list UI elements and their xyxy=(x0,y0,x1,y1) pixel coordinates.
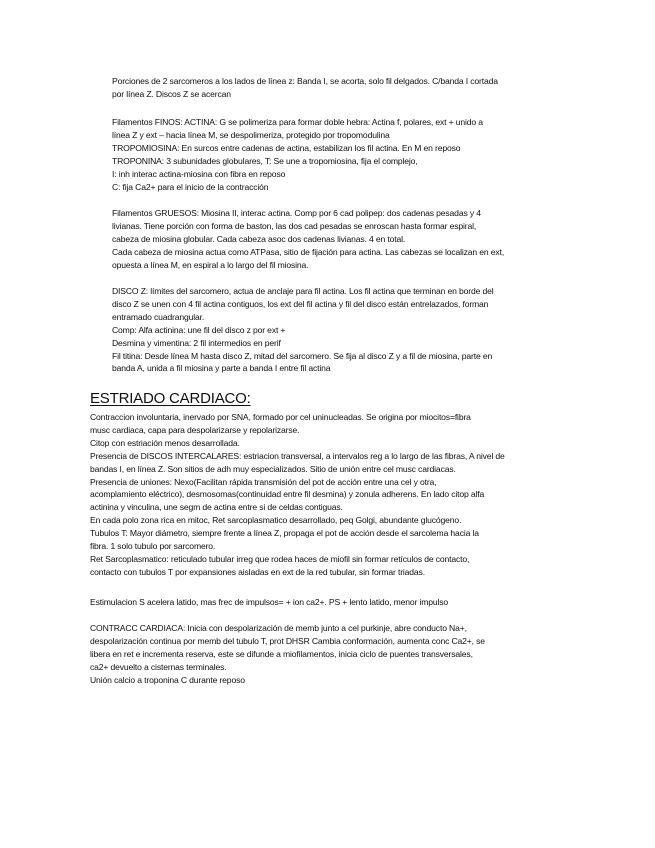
section-heading xyxy=(90,390,251,408)
text-line: Desmina y vimentina: 2 fil intermedios en perif xyxy=(112,337,281,348)
text-line: línea Z y ext – hacia línea M, se despolimeriza, protegido por tropomodulina xyxy=(112,129,390,140)
sarcomeros-paragraph xyxy=(112,75,498,101)
filamentos-finos-paragraph xyxy=(112,116,483,193)
text-line: Filamentos GRUESOS: Miosina II, interac actina. Comp por 6 cad polipep: dos cadenas pesadas y 4 xyxy=(112,208,481,218)
heading-text: ESTRIADO CARDIACO: xyxy=(90,390,251,407)
text-line: Fil titina: Desde línea M hasta disco Z, mitad del sarcomero. Se fija al disco Z y a fil de miosina, parte en xyxy=(112,350,493,361)
filamentos-gruesos-paragraph xyxy=(112,207,504,272)
estriado-cardiaco-paragraph xyxy=(90,411,505,579)
text-line: entramado cuadrangular. xyxy=(112,311,205,322)
text-line: Citop con estriación menos desarrollada. xyxy=(90,437,240,448)
text-line: bandas I, en línea Z. Son sitios de adh muy especializados. Sitio de unión entre cel musc cardiacas. xyxy=(90,463,456,474)
text-line: actinina y vinculina, une segm de actina entre si de celdas contiguas. xyxy=(90,502,343,513)
text-line: Cada cabeza de miosina actua como ATPasa, sitio de fijación para actina. Las cabezas se localizan en ext, xyxy=(112,246,505,257)
text-line: Comp: Alfa actinina: une fil del disco z por ext + xyxy=(112,324,286,335)
text-line: Unión calcio a troponina C durante reposo xyxy=(90,674,245,685)
text-line: Presencia de DISCOS INTERCALARES: estriacion transversal, a intervalos reg a lo largo de las fibras, A nivel de xyxy=(90,450,505,461)
text-line: TROPOMIOSINA: En surcos entre cadenas de actina, estabilizan los fil actina. En M en reposo xyxy=(112,142,461,153)
text-line: DISCO Z: límites del sarcomero, actua de anclaje para fil actina. Los fil actina que terminan en borde del xyxy=(112,286,494,296)
text-line: ca2+ devuelto a cisternas terminales. xyxy=(90,661,227,672)
text-line: acomplamiento eléctrico), desmosomas(continuidad entre fil desmina) y zonula adherens. En lado citop alfa xyxy=(90,489,485,500)
text-line: Presencia de uniones: Nexo(Facilitan rápida transmisión del pot de acción entre una cel y otra, xyxy=(90,476,437,487)
disco-z-paragraph xyxy=(112,285,494,375)
text-line: musc cardiaca, capa para despolarizarse y repolarizarse. xyxy=(90,424,300,435)
text-line: Estimulacion S acelera latido, mas frec de impulsos= + ion ca2+. PS + lento latido, menor impulso xyxy=(90,597,449,607)
text-line: C: fija Ca2+ para el inicio de la contracción xyxy=(112,181,269,192)
text-line: opuesta a línea M, en espiral a lo largo del fil miosina. xyxy=(112,259,309,270)
text-line: banda A, unida a fil miosina y parte a banda I entre fil actina xyxy=(112,363,331,374)
text-line: cabeza de miosina globular. Cada cabeza asoc dos cadenas livianas. 4 en total. xyxy=(112,233,406,244)
text-line: despolarización continua por memb del tubulo T, prot DHSR Cambia conformación, aumenta conc Ca2+, se xyxy=(90,635,485,646)
text-line: Tubulos T: Mayor diámetro, siempre frente a línea Z, propaga el pot de acción desde el sarcolema hacia la xyxy=(90,528,479,539)
estimulacion-paragraph xyxy=(90,596,448,609)
text-line: contacto con tubulos T por expansiones aisladas en ext de la red tubular, sin formar triadas. xyxy=(90,566,425,577)
text-line: fibra. 1 solo tubulo por sarcomero. xyxy=(90,541,216,552)
text-line: I: inh interac actina-miosina con fibra en reposo xyxy=(112,168,286,179)
text-line: Porciones de 2 sarcomeros a los lados de línea z: Banda I, se acorta, solo fil delgados. C/banda I cortada xyxy=(112,76,498,86)
text-line: disco Z se unen con 4 fil actina contiguos, los ext del fil actina y fil del disco están entrelazados, forman xyxy=(112,298,489,309)
text-line: Filamentos FINOS: ACTINA: G se polimeriza para formar doble hebra: Actina f, polares, ext + unido a xyxy=(112,117,483,127)
text-line: En cada polo zona rica en mitoc, Ret sarcoplasmatico desarrollado, peq Golgi, abundante glucógeno. xyxy=(90,515,462,526)
text-line: TROPONINA: 3 subunidades globulares, T: Se une a tropomiosina, fija el complejo, xyxy=(112,155,418,166)
text-line: Contraccion involuntaria, inervado por SNA, formado por cel uninucleadas. Se origina por miocitos=fibra xyxy=(90,412,471,422)
text-line: CONTRACC CARDIACA: Inicia con despolarización de memb junto a cel purkinje, abre conducto Na+, xyxy=(90,623,467,633)
text-line: por línea Z. Discos Z se acercan xyxy=(112,88,231,99)
text-line: Ret Sarcoplasmatico: reticulado tubular irreg que rodea haces de miofil sin formar retículos de contacto, xyxy=(90,553,470,564)
text-line: libera en ret e incrementa reserva, este se difunde a miofilamentos, inicia ciclo de puentes transversales, xyxy=(90,648,473,659)
contraccion-cardiaca-paragraph xyxy=(90,622,485,687)
text-line: livianas. Tiene porción con forma de baston, las dos cad pesadas se enroscan hasta formar espiral, xyxy=(112,220,477,231)
